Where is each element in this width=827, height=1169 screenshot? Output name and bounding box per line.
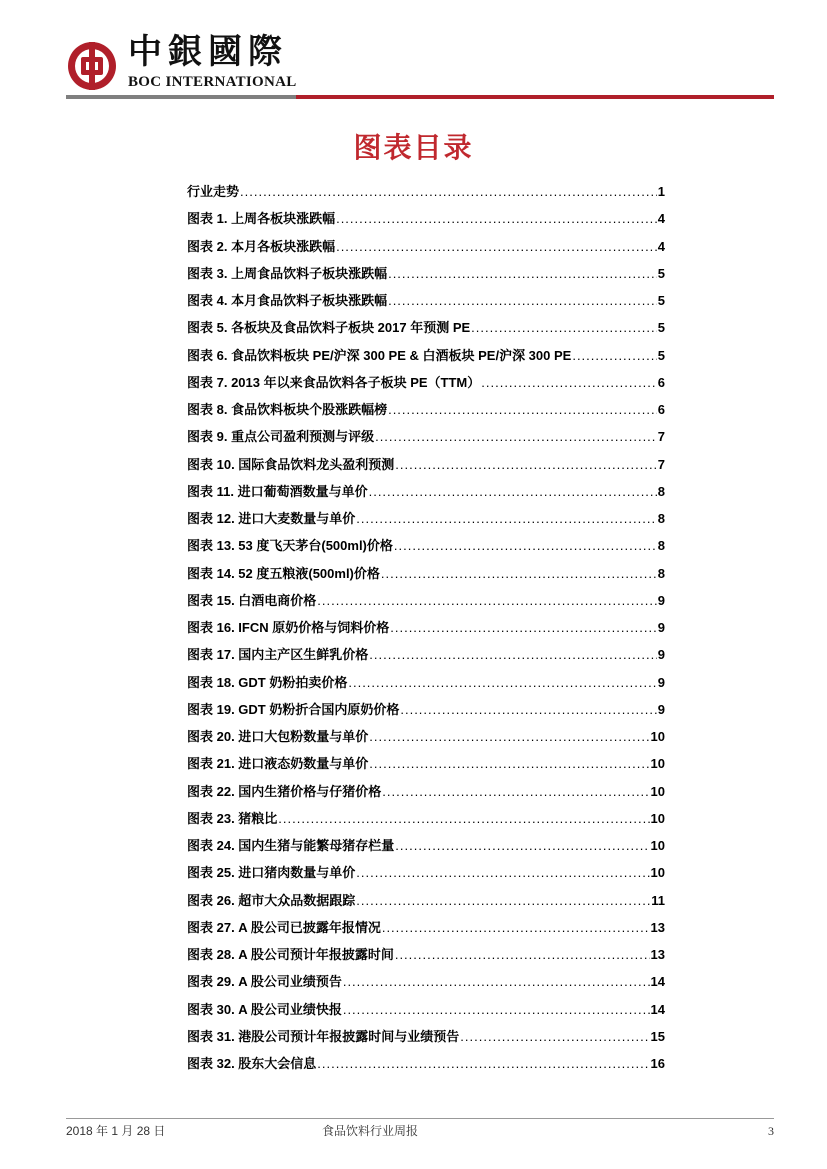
toc-entry-label: 图表 5. 各板块及食品饮料子板块 2017 年预测 PE	[187, 320, 471, 336]
toc-entry[interactable]	[187, 451, 665, 478]
header-rule-gray	[66, 95, 296, 99]
toc-entry-label: 图表 26. 超市大众品数据跟踪	[187, 892, 356, 908]
toc-entry-label: 图表 8. 食品饮料板块个股涨跌幅榜	[187, 402, 388, 417]
toc-entry-label: 图表 20. 进口大包粉数量与单价	[187, 729, 369, 744]
toc-dot-leader	[471, 314, 657, 341]
toc-entry-label: 图表 25. 进口猪肉数量与单价	[187, 865, 356, 881]
toc-entry-label: 图表 27. A 股公司已披露年报情况	[187, 919, 381, 935]
toc-dot-leader	[343, 996, 650, 1023]
toc-entry-label: 图表 12. 进口大麦数量与单价	[187, 511, 356, 526]
table-of-figures	[187, 178, 665, 1077]
toc-entry-label: 图表 31. 港股公司预计年报披露时间与业绩预告	[187, 1028, 460, 1044]
toc-entry-page: 6	[657, 402, 665, 417]
toc-dot-leader	[382, 914, 650, 941]
toc-dot-leader	[336, 233, 657, 260]
toc-entry[interactable]	[187, 423, 665, 450]
toc-dot-leader	[388, 287, 657, 314]
toc-dot-leader	[390, 614, 657, 641]
toc-entry-page: 8	[657, 511, 665, 526]
toc-entry-page: 16	[650, 1056, 665, 1071]
toc-entry-page: 15	[650, 1028, 665, 1044]
toc-dot-leader	[356, 505, 656, 532]
toc-entry-label: 图表 2. 本月各板块涨跌幅	[187, 238, 336, 254]
toc-entry[interactable]	[187, 778, 665, 805]
footer-page-number: 3	[768, 1124, 774, 1138]
toc-entry-label: 图表 9. 重点公司盈利预测与评级	[187, 429, 375, 445]
toc-entry[interactable]	[187, 887, 665, 914]
brand-name-english: BOC INTERNATIONAL	[128, 74, 297, 90]
toc-entry[interactable]	[187, 832, 665, 859]
toc-entry-page: 7	[657, 456, 665, 472]
toc-entry-label: 图表 7. 2013 年以来食品饮料各子板块 PE（TTM）	[187, 374, 481, 390]
toc-entry-page: 9	[657, 647, 665, 663]
toc-entry-page: 13	[650, 947, 665, 962]
toc-entry[interactable]	[187, 1023, 665, 1050]
toc-entry-page: 9	[657, 592, 665, 608]
toc-entry-label: 图表 14. 52 度五粮液(500ml)价格	[187, 565, 380, 581]
toc-entry-label: 图表 3. 上周食品饮料子板块涨跌幅	[187, 265, 388, 281]
toc-entry-label: 图表 4. 本月食品饮料子板块涨跌幅	[187, 293, 388, 308]
toc-entry-label: 图表 16. IFCN 原奶价格与饲料价格	[187, 620, 390, 635]
toc-entry[interactable]	[187, 859, 665, 886]
toc-dot-leader	[317, 1050, 649, 1077]
page-header	[0, 0, 827, 105]
toc-entry[interactable]	[187, 805, 665, 832]
header-rule-red	[296, 95, 774, 99]
toc-entry[interactable]	[187, 505, 665, 532]
toc-entry[interactable]	[187, 314, 665, 341]
toc-entry[interactable]	[187, 287, 665, 314]
page-title: 图表目录	[353, 131, 474, 164]
toc-entry-page: 9	[657, 674, 665, 690]
toc-entry-page: 10	[650, 810, 665, 826]
toc-entry[interactable]	[187, 941, 665, 968]
toc-entry[interactable]	[187, 560, 665, 587]
toc-dot-leader	[388, 260, 657, 287]
toc-entry-page: 5	[657, 293, 665, 308]
toc-entry-page: 14	[650, 1001, 665, 1017]
toc-entry-page: 1	[657, 184, 665, 199]
toc-dot-leader	[348, 669, 656, 696]
toc-dot-leader	[240, 178, 657, 205]
toc-dot-leader	[460, 1023, 649, 1050]
toc-dot-leader	[572, 342, 656, 369]
toc-entry-page: 8	[657, 538, 665, 554]
toc-entry-label: 行业走势	[187, 184, 240, 199]
toc-entry[interactable]	[187, 178, 665, 205]
toc-dot-leader	[395, 941, 650, 968]
footer-report-name: 食品饮料行业周报	[321, 1124, 418, 1138]
toc-dot-leader	[317, 587, 656, 614]
toc-entry-page: 4	[657, 211, 665, 227]
toc-dot-leader	[388, 396, 657, 423]
toc-entry[interactable]	[187, 478, 665, 505]
toc-entry-page: 5	[657, 265, 665, 281]
toc-entry[interactable]	[187, 1050, 665, 1077]
toc-entry-label: 图表 13. 53 度飞天茅台(500ml)价格	[187, 538, 393, 554]
toc-entry[interactable]	[187, 587, 665, 614]
toc-entry-page: 4	[657, 238, 665, 254]
toc-entry[interactable]	[187, 750, 665, 777]
toc-entry[interactable]	[187, 260, 665, 287]
toc-entry[interactable]	[187, 996, 665, 1023]
toc-dot-leader	[356, 887, 650, 914]
toc-entry-page: 10	[650, 783, 665, 799]
toc-dot-leader	[336, 205, 657, 232]
toc-entry-label: 图表 1. 上周各板块涨跌幅	[187, 211, 336, 227]
toc-entry[interactable]	[187, 614, 665, 641]
footer-rule	[66, 1118, 774, 1119]
toc-dot-leader	[356, 859, 649, 886]
toc-entry-page: 10	[650, 838, 665, 853]
toc-entry[interactable]	[187, 669, 665, 696]
toc-entry-label: 图表 6. 食品饮料板块 PE/沪深 300 PE & 白酒板块 PE/沪深 300 PE	[187, 347, 572, 363]
toc-entry-label: 图表 11. 进口葡萄酒数量与单价	[187, 483, 368, 499]
toc-entry-page: 13	[650, 919, 665, 935]
toc-entry[interactable]	[187, 532, 665, 559]
toc-entry[interactable]	[187, 968, 665, 995]
toc-entry[interactable]	[187, 369, 665, 396]
toc-entry-label: 图表 32. 股东大会信息	[187, 1056, 317, 1071]
toc-entry-label: 图表 10. 国际食品饮料龙头盈利预测	[187, 456, 395, 472]
toc-entry-label: 图表 29. A 股公司业绩预告	[187, 974, 342, 990]
toc-entry[interactable]	[187, 914, 665, 941]
toc-entry-page: 10	[650, 756, 665, 772]
toc-entry-page: 5	[657, 347, 665, 363]
toc-entry-label: 图表 17. 国内主产区生鲜乳价格	[187, 647, 369, 663]
brand-name-chinese: 中銀國際	[128, 32, 288, 72]
footer-date: 2018 年 1 月 28 日	[66, 1124, 166, 1138]
toc-dot-leader	[481, 369, 657, 396]
toc-entry-label: 图表 18. GDT 奶粉拍卖价格	[187, 674, 348, 690]
toc-dot-leader	[278, 805, 649, 832]
toc-entry-label: 图表 24. 国内生猪与能繁母猪存栏量	[187, 838, 395, 853]
toc-dot-leader	[395, 832, 649, 859]
toc-entry-page: 10	[650, 729, 665, 744]
toc-dot-leader	[381, 560, 657, 587]
toc-dot-leader	[400, 696, 656, 723]
toc-entry-label: 图表 15. 白酒电商价格	[187, 592, 317, 608]
toc-dot-leader	[343, 968, 650, 995]
toc-entry[interactable]	[187, 696, 665, 723]
toc-dot-leader	[395, 451, 656, 478]
toc-entry-page: 10	[650, 865, 665, 881]
toc-dot-leader	[375, 423, 657, 450]
toc-dot-leader	[369, 723, 649, 750]
toc-entry-page: 5	[657, 320, 665, 336]
toc-entry-label: 图表 19. GDT 奶粉折合国内原奶价格	[187, 701, 400, 717]
toc-entry[interactable]	[187, 233, 665, 260]
toc-entry-label: 图表 28. A 股公司预计年报披露时间	[187, 947, 394, 962]
toc-entry-label: 图表 23. 猪粮比	[187, 810, 278, 826]
toc-entry[interactable]	[187, 396, 665, 423]
toc-entry-page: 6	[657, 374, 665, 390]
toc-entry-page: 14	[650, 974, 665, 990]
toc-entry-label: 图表 21. 进口液态奶数量与单价	[187, 756, 369, 772]
toc-entry-page: 9	[657, 701, 665, 717]
toc-entry-page: 9	[657, 620, 665, 635]
toc-entry-page: 8	[657, 565, 665, 581]
toc-entry-label: 图表 30. A 股公司业绩快报	[187, 1001, 342, 1017]
toc-dot-leader	[369, 478, 657, 505]
toc-entry[interactable]	[187, 641, 665, 668]
toc-dot-leader	[394, 532, 657, 559]
toc-dot-leader	[369, 641, 656, 668]
toc-entry-page: 11	[651, 892, 665, 908]
toc-entry-page: 8	[657, 483, 665, 499]
toc-entry-label: 图表 22. 国内生猪价格与仔猪价格	[187, 783, 382, 799]
toc-dot-leader	[369, 750, 649, 777]
toc-entry-page: 7	[657, 429, 665, 445]
boc-logo-icon	[66, 40, 118, 92]
toc-entry[interactable]	[187, 342, 665, 369]
toc-entry[interactable]	[187, 723, 665, 750]
toc-dot-leader	[382, 778, 649, 805]
toc-entry[interactable]	[187, 205, 665, 232]
